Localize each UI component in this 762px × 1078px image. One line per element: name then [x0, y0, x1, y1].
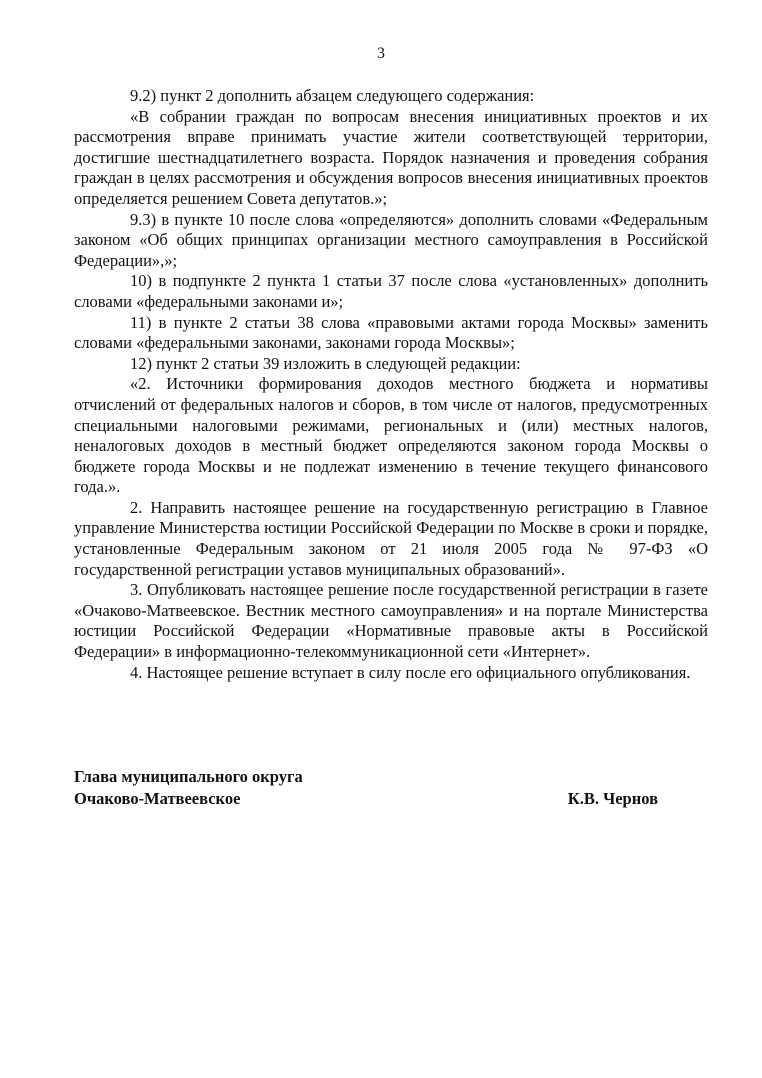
paragraph-10: 10) в подпункте 2 пункта 1 статьи 37 после слова «установленных» дополнить словами «федеральными законами и»;: [74, 271, 708, 311]
paragraph-item-2: 2. Направить настоящее решение на государственную регистрацию в Главное управление Министерства юстиции Российской Федерации по Москве в сроки и порядке, установленные Федеральным законом от 21 июля 2005 года № 97-ФЗ «О государственной регистрации уставов муниципальных образований».: [74, 497, 708, 579]
paragraph-item-3: 3. Опубликовать настоящее решение после государственной регистрации в газете «Очаково-Матвеевское. Вестник местного самоуправления» и на портале Министерства юстиции Российской Федерации «Нормативные правовые акты в Российской Федерации» в информационно-телекоммуникационной сети «Интернет».: [74, 580, 708, 662]
paragraph-item-4: 4. Настоящее решение вступает в силу после его официального опубликования.: [130, 662, 691, 682]
page-number: 3: [377, 45, 385, 62]
document-body: [74, 86, 708, 683]
paragraph-12-quote: «2. Источники формирования доходов местного бюджета и нормативы отчислений от федеральных налогов и сборов, в том числе от налогов, предусмотренных специальными налоговыми режимами, региональных и (или) местных налогов, неналоговых доходов в местный бюджет определяются законом города Москвы о бюджете города Москвы и не подлежат изменению в течение текущего финансового года.».: [74, 374, 708, 497]
paragraph-9-2-quote: «В собрании граждан по вопросам внесения инициативных проектов и их рассмотрения вправе принимать участие жители соответствующей территории, достигшие шестнадцатилетнего возраста. Порядок назначения и проведения собрания граждан в целях рассмотрения и обсуждения вопросов внесения инициативных проектов определяется решением Совета депутатов.»;: [74, 106, 708, 208]
paragraph-12-intro: 12) пункт 2 статьи 39 изложить в следующей редакции:: [130, 353, 521, 373]
signature-title-line1: Глава муниципального округа: [74, 767, 303, 786]
paragraph-9-3: 9.3) в пункте 10 после слова «определяются» дополнить словами «Федеральным законом «Об общих принципах организации местного самоуправления в Российской Федерации»,»;: [74, 209, 708, 270]
signature-row: [74, 788, 708, 810]
paragraph-9-2-intro: 9.2) пункт 2 дополнить абзацем следующего содержания:: [130, 86, 535, 105]
signatory-name: К.В. Чернов: [567, 789, 658, 808]
signature-title-line2: Очаково-Матвеевское: [74, 789, 241, 808]
signature-block: [74, 766, 708, 810]
paragraph-11: 11) в пункте 2 статьи 38 слова «правовыми актами города Москвы» заменить словами «федеральными законами, законами города Москвы»;: [74, 312, 708, 353]
